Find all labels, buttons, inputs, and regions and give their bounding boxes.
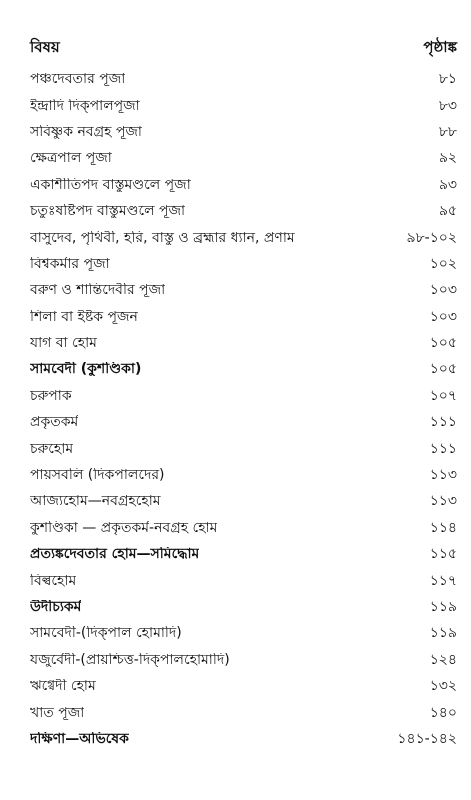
toc-entry-title: উদীচ্যকর্ম: [30, 600, 82, 614]
toc-entry-page: ১০৫: [429, 335, 457, 352]
toc-row: [30, 488, 457, 514]
subject-column-heading: বিষয়: [30, 38, 60, 56]
toc-entry-title: দক্ষিণা—অভিষেক: [30, 731, 129, 746]
toc-entry-title: বিল্বহোম: [30, 573, 77, 588]
toc-entry-page: ৯৩: [438, 176, 457, 193]
toc-row: [30, 541, 457, 567]
toc-entry-title: বরুণ ও শান্তিদেবীর পূজা: [30, 283, 166, 298]
toc-entry-title: সবিষ্ণুক নবগ্রহ পূজা: [30, 124, 142, 139]
toc-row: [30, 409, 457, 435]
toc-entry-page: ৮১: [438, 71, 457, 88]
toc-entry-page: ১১৯: [429, 625, 457, 642]
toc-entry-page: ১২৪: [429, 651, 457, 668]
toc-row: [30, 145, 457, 171]
toc-row: [30, 277, 457, 303]
toc-row: [30, 330, 457, 356]
toc-row: [30, 198, 457, 224]
toc-entry-title: পঞ্চদেবতার পূজা: [30, 72, 126, 87]
toc-entry-title: যজুর্বেদী-(প্রায়শ্চিত্ত-দিক্‌পালহোমাদি): [30, 652, 230, 667]
toc-row: [30, 356, 457, 382]
toc-entry-title: খাত পূজা: [30, 705, 85, 720]
toc-row: [30, 66, 457, 92]
toc-entry-title: ইন্দ্রাদি দিক্‌পালপূজা: [30, 98, 140, 113]
toc-entry-page: ১১৫: [429, 546, 457, 563]
toc-entry-page: ৯৫: [438, 203, 457, 220]
toc-entry-title: বাসুদেব, পৃথিবী, হরি, বাস্তু ও ব্রহ্মার ধ্যান, প্রণাম: [30, 230, 295, 245]
toc-entry-page: ১০৩: [429, 282, 457, 299]
toc-entry-title: সামবেদী (কুশণ্ডিকা): [30, 362, 142, 377]
toc-entry-title: শিলা বা ইষ্টক পূজন: [30, 309, 138, 324]
toc-list: [30, 66, 457, 752]
toc-row: [30, 726, 457, 752]
toc-entry-title: কুশণ্ডিকা — প্রকৃতকর্ম-নবগ্রহ হোম: [30, 520, 218, 535]
toc-entry-title: প্রকৃতকর্ম: [30, 415, 79, 430]
toc-entry-title: একাশীতিপদ বাস্তুমণ্ডলে পূজা: [30, 177, 191, 192]
toc-entry-title: চতুঃষষ্টিপদ বাস্তুমণ্ডলে পূজা: [30, 204, 186, 219]
toc-entry-page: ৯২: [438, 150, 457, 167]
toc-entry-page: ১১৩: [429, 467, 457, 484]
toc-row: [30, 462, 457, 488]
page-column-heading: পৃষ্ঠাঙ্ক: [423, 38, 457, 56]
toc-entry-page: ১১৪: [429, 519, 457, 536]
toc-row: [30, 251, 457, 277]
toc-row: [30, 647, 457, 673]
toc-entry-title: সামবেদী-(দিক্‌পাল হোমাদি): [30, 626, 182, 641]
toc-row: [30, 620, 457, 646]
toc-row: [30, 304, 457, 330]
toc-row: [30, 92, 457, 118]
toc-row: [30, 567, 457, 593]
toc-entry-page: ১০৫: [429, 361, 457, 378]
toc-row: [30, 673, 457, 699]
toc-row: [30, 119, 457, 145]
toc-entry-page: ১৩২: [429, 678, 457, 695]
toc-entry-title: যাগ বা হোম: [30, 336, 97, 351]
toc-entry-page: ১১১: [429, 414, 457, 431]
toc-header: [30, 36, 457, 64]
toc-entry-title: বিশ্বকর্মার পূজা: [30, 256, 110, 271]
toc-entry-title: পায়সবলি (দিকপালদের): [30, 468, 165, 483]
toc-entry-title: চরুহোম: [30, 441, 74, 456]
toc-entry-page: ১০৭: [429, 387, 457, 404]
toc-entry-page: ৯৮-১০২: [406, 229, 457, 246]
toc-row: [30, 515, 457, 541]
toc-entry-page: ১১৩: [429, 493, 457, 510]
toc-entry-title: ঋগ্বেদী হোম: [30, 679, 96, 694]
toc-entry-page: ১৪০: [429, 704, 457, 721]
toc-row: [30, 172, 457, 198]
toc-entry-title: ক্ষেত্রপাল পূজা: [30, 151, 112, 166]
toc-entry-page: ১১৭: [429, 572, 457, 589]
toc-entry-page: ৮৩: [438, 97, 457, 114]
toc-entry-title: প্রত্যঙ্কদেবতার হোম—সমিদ্ধোম: [30, 547, 200, 562]
toc-row: [30, 224, 457, 250]
toc-row: [30, 435, 457, 461]
toc-entry-page: ১৪১-১৪২: [397, 730, 457, 747]
toc-row: [30, 699, 457, 725]
toc-entry-page: ১১৯: [429, 599, 457, 615]
toc-entry-title: চরুপাক: [30, 388, 72, 403]
toc-entry-page: ১১১: [429, 440, 457, 457]
toc-row: [30, 594, 457, 620]
toc-row: [30, 383, 457, 409]
toc-entry-page: ১০২: [429, 255, 457, 272]
toc-entry-page: ১০৩: [429, 308, 457, 325]
toc-entry-title: আজ্যহোম—নবগ্রহহোম: [30, 494, 161, 509]
toc-entry-page: ৮৮: [438, 123, 457, 140]
